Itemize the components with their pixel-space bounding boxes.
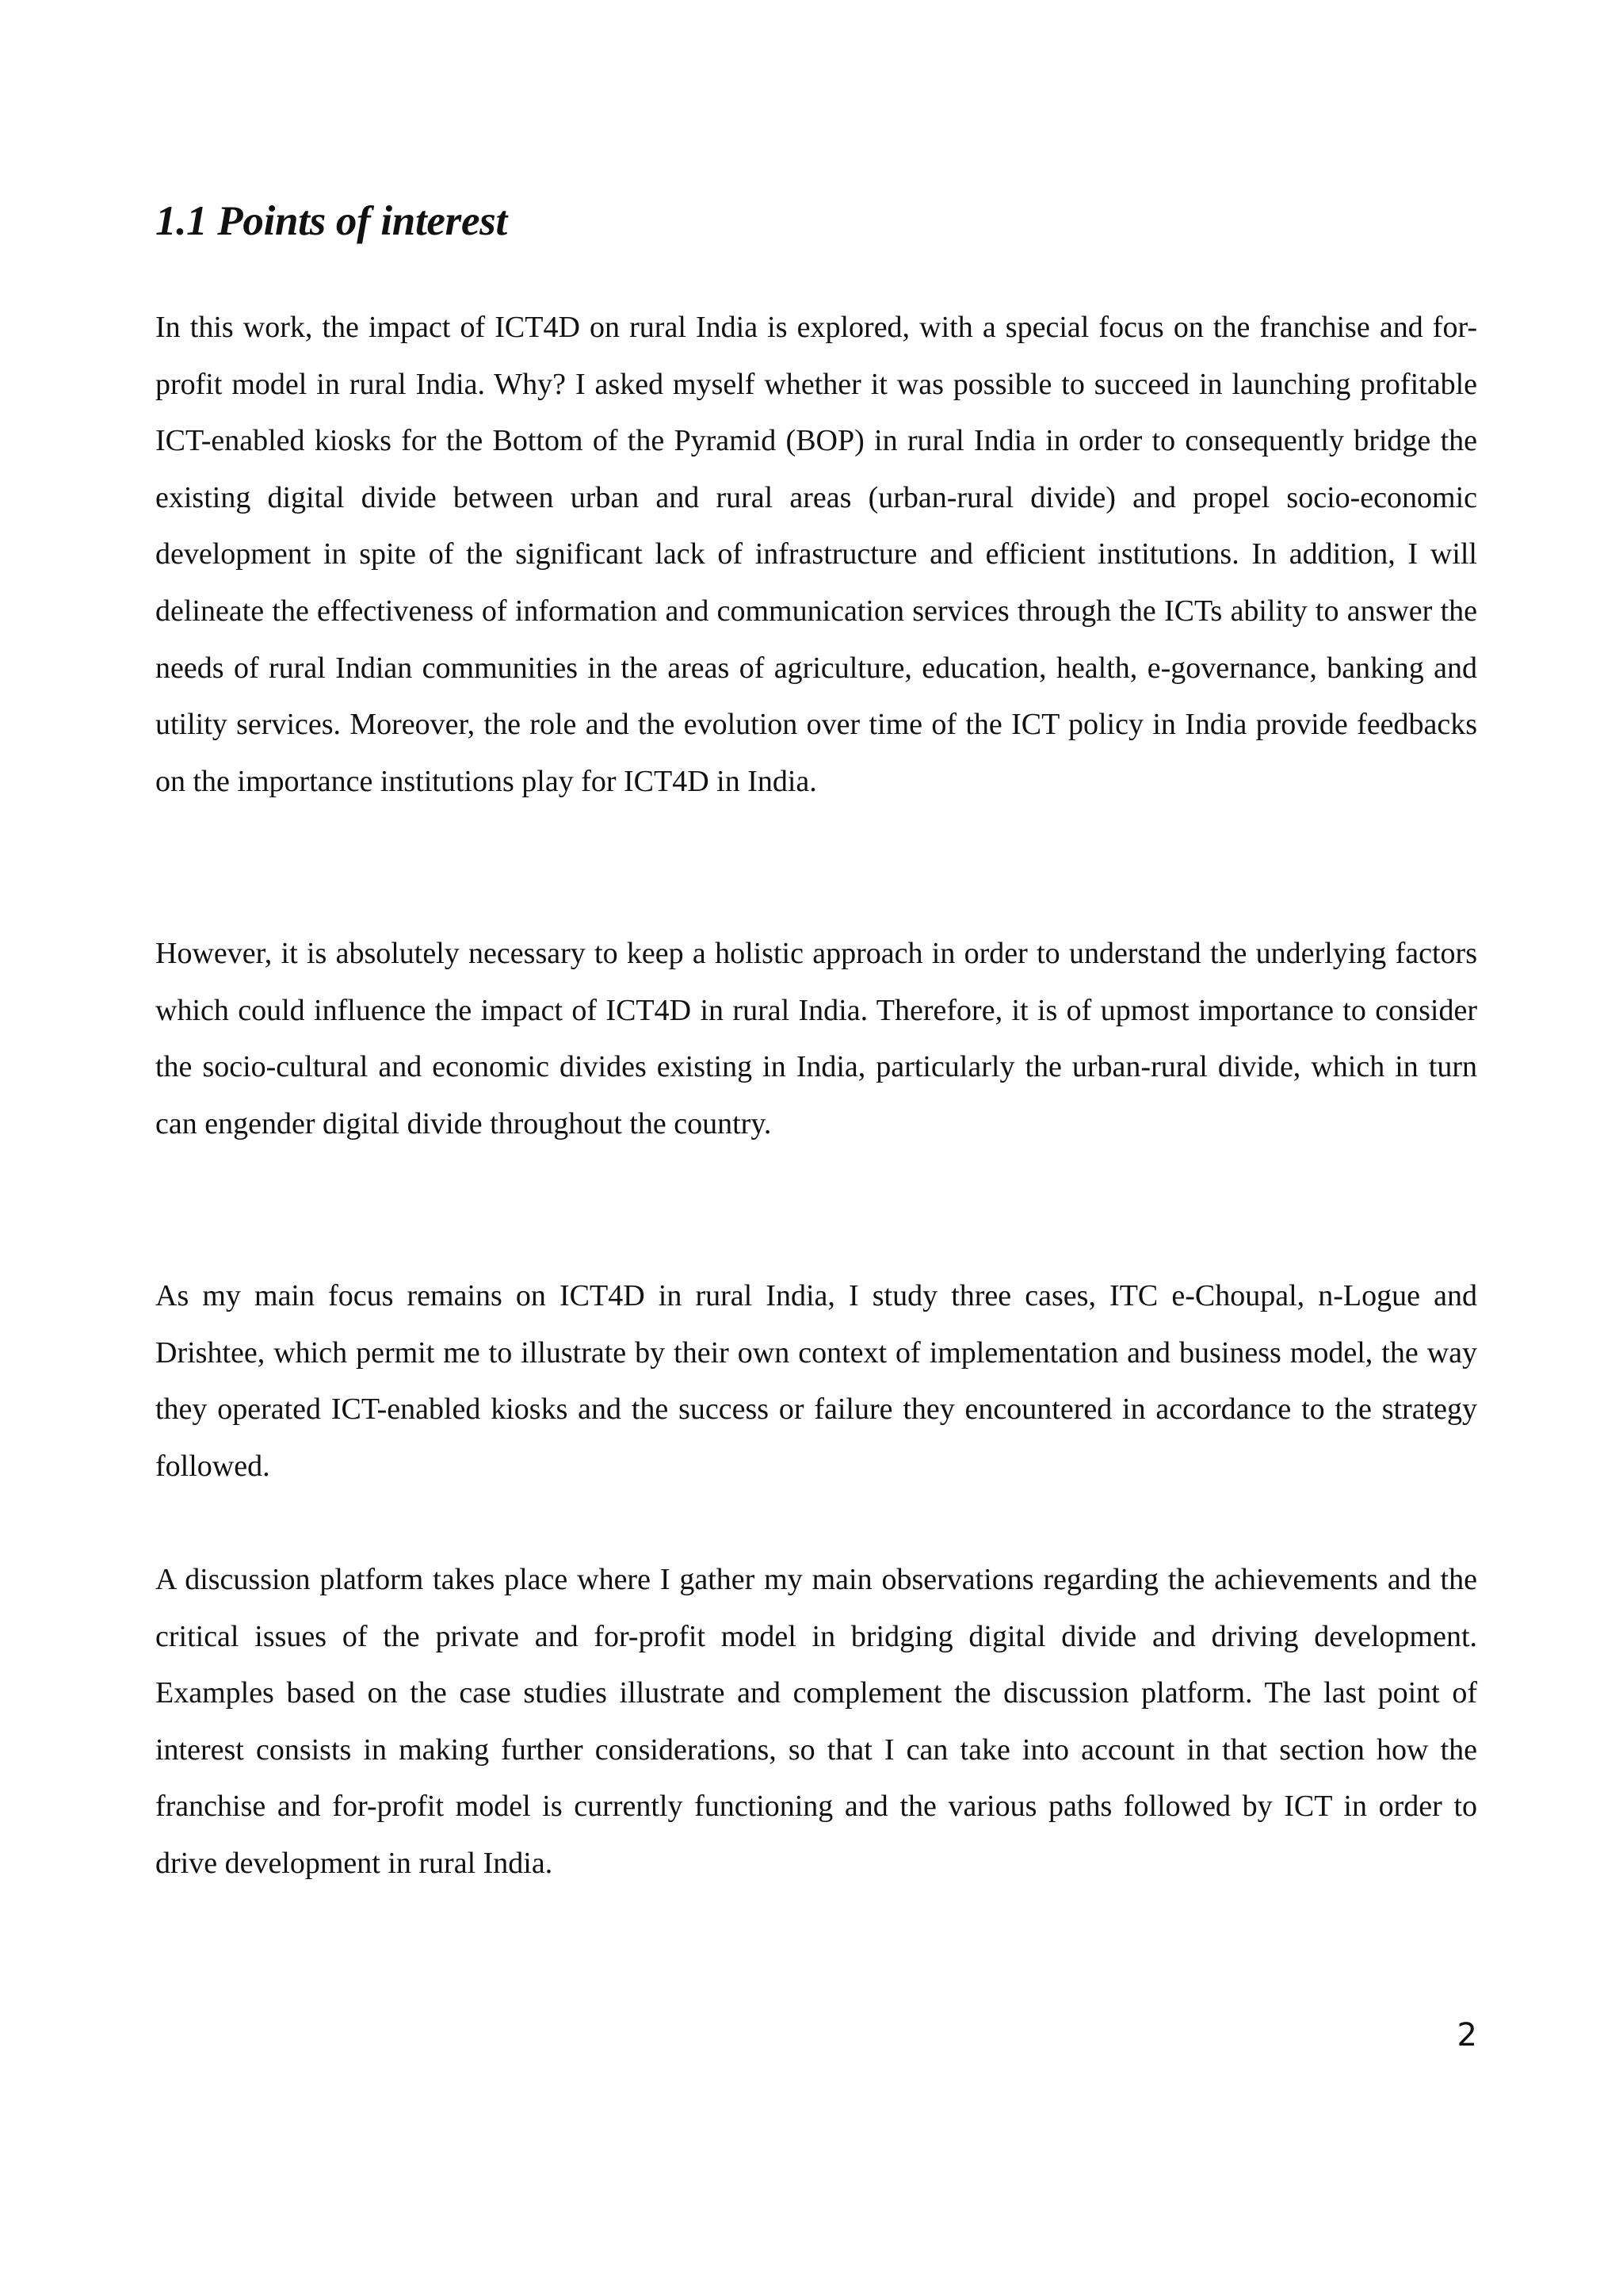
paragraph-holistic-approach: However, it is absolutely necessary to keep a holistic approach in order to understand the underlying factors which could influence the impact of ICT4D in rural India. Therefore, it is of upmost importance to consider the socio-cultural and economic divides existing in India, particularly the urban-rural divide, which in turn can engender digital divide throughout the country. (155, 937, 1477, 1140)
paragraph-intro: In this work, the impact of ICT4D on rural India is explored, with a special focus on the franchise and for-profit model in rural India. Why? I asked myself whether it was possible to succeed in launching profitable ICT-enabled kiosks for the Bottom of the Pyramid (BOP) in rural India in order to consequently bridge the existing digital divide between urban and rural areas (urban-rural divide) and propel socio-economic development in spite of the significant lack of infrastructure and efficient institutions. In addition, I will delineate the effectiveness of information and communication services through the ICTs ability to answer the needs of rural Indian communities in the areas of agriculture, education, health, e-governance, banking and utility services. Moreover, the role and the evolution over time of the ICT policy in India provide feedbacks on the importance institutions play for ICT4D in India. (155, 311, 1477, 798)
paragraph-case-studies: As my main focus remains on ICT4D in rural India, I study three cases, ITC e-Choupal, n-Logue and Drishtee, which permit me to illustrate by their own context of implementation and business model, the way they operated ICT-enabled kiosks and the success or failure they encountered in accordance to the strategy followed. (155, 1279, 1477, 1483)
paragraph-discussion-platform: A discussion platform takes place where I gather my main observations regarding the achievements and the critical issues of the private and for-profit model in bridging digital divide and driving development. Examples based on the case studies illustrate and complement the discussion platform. The last point of interest consists in making further considerations, so that I can take into account in that section how the franchise and for-profit model is currently functioning and the various paths followed by ICT in order to drive development in rural India. (155, 1563, 1477, 1880)
page-number: 2 (1457, 2017, 1477, 2053)
section-heading: 1.1 Points of interest (155, 198, 507, 244)
